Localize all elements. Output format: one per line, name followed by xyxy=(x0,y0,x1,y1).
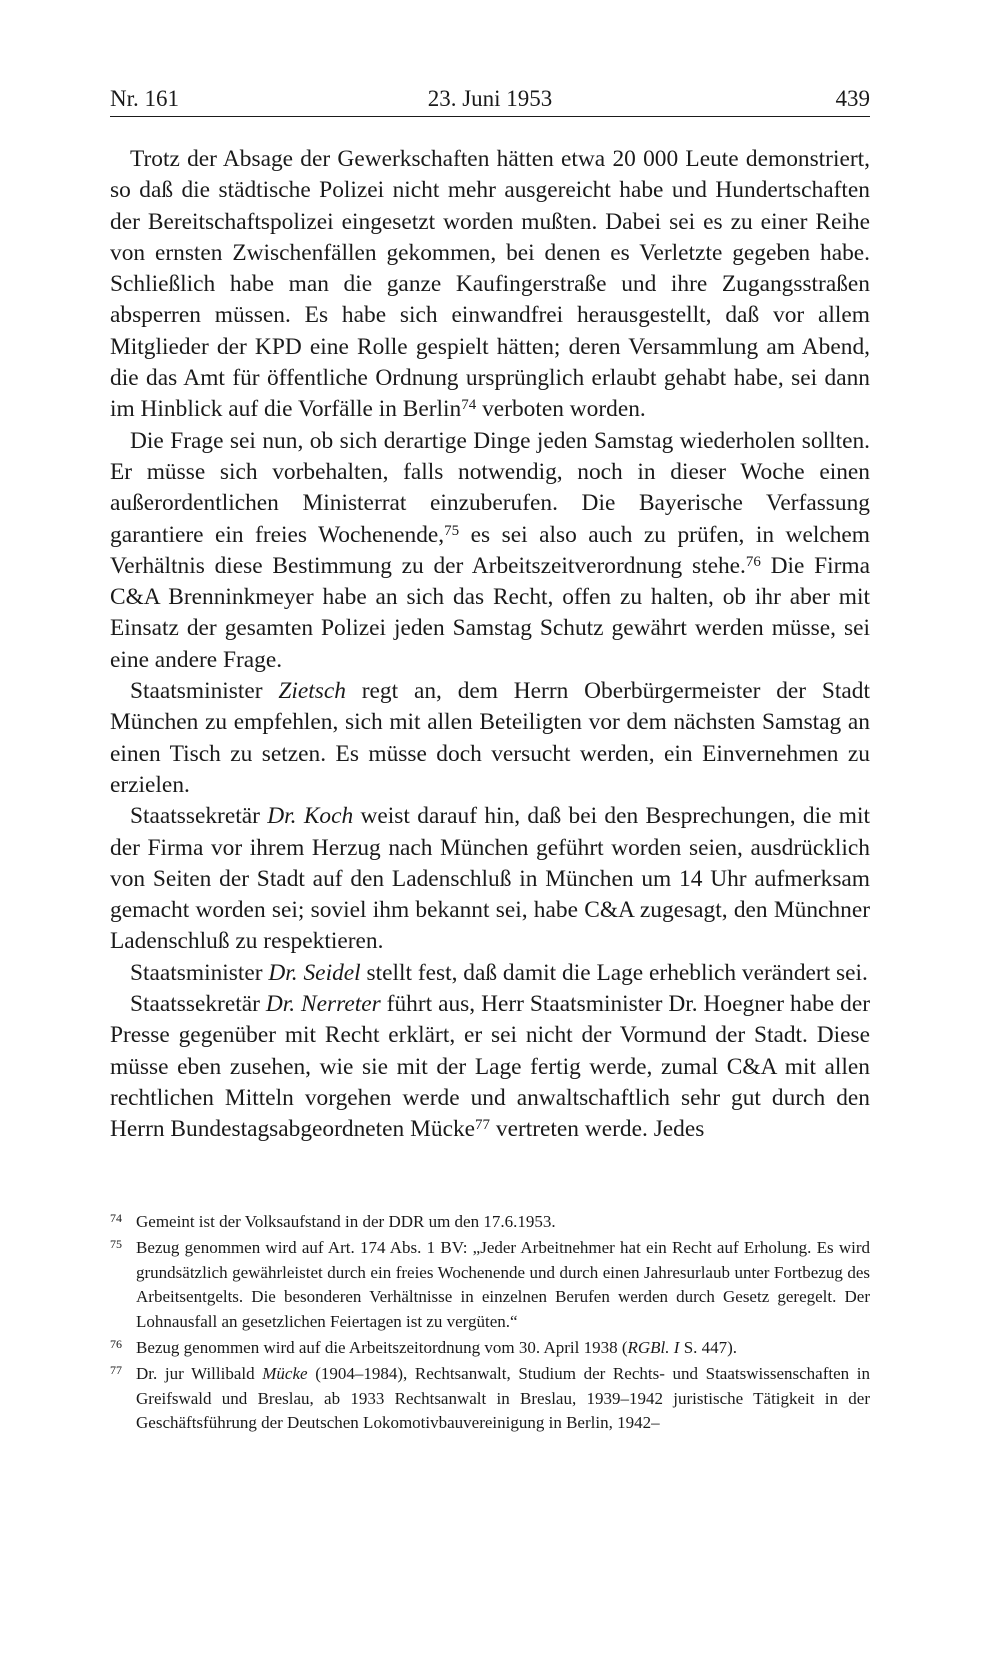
speaker-name: Dr. Koch xyxy=(267,803,354,830)
speaker-name: Dr. Seidel xyxy=(268,959,361,986)
paragraph xyxy=(110,958,870,989)
footnote xyxy=(110,1362,870,1435)
footnote-text: Gemeint ist der Volksaufstand in der DDR um den 17.6.1953. xyxy=(136,1212,556,1231)
document-number: Nr. 161 xyxy=(110,86,179,111)
main-text xyxy=(110,144,870,1146)
footnote-marker: 75 xyxy=(444,522,460,539)
running-header xyxy=(110,82,870,117)
footnote-marker: 77 xyxy=(475,1117,491,1134)
paragraph-text: Trotz der Absage der Gewerkschaften hätten etwa 20 000 Leute demonstriert, so daß die städtische Polizei nicht mehr ausgereicht habe und Hundertschaften der Bereitschaftspolizei eingesetzt worden mußten. Dabei sei es zu einer Reihe von ernsten Zwischenfällen gekommen, bei denen es Verletzte gegeben habe. Schließlich habe man die ganze Kaufingerstraße und ihre Zugangsstraßen absperren müssen. Es habe sich einwandfrei herausgestellt, daß vor allem Mitglieder der KPD eine Rolle gespielt hätten; deren Versammlung am Abend, die das Amt für öffentliche Ordnung ursprünglich erlaubt gehabt habe, sei dann im Hinblick auf die Vorfälle in Berlin xyxy=(110,146,870,423)
person-name: Mücke xyxy=(262,1364,308,1384)
paragraph-text: weist darauf hin, daß bei den Besprechungen, die mit der Firma vor ihrem Herzug nach München geführt worden seien, ausdrücklich von Seiten der Stadt auf den Ladenschluß in München um 14 Uhr aufmerksam gemacht worden sei; soviel ihm bekannt sei, habe C&A zugesagt, den Münchner Ladenschluß zu respektieren. xyxy=(110,803,870,955)
footnote-text: S. 447). xyxy=(679,1338,738,1358)
citation-title: RGBl. I xyxy=(627,1338,680,1358)
footnote-marker: 74 xyxy=(461,397,477,414)
footnote-text: Dr. jur Willibald xyxy=(136,1364,263,1384)
paragraph-text: stellt fest, daß damit die Lage erheblich verändert sei. xyxy=(360,959,868,986)
paragraph xyxy=(110,989,870,1145)
paragraph xyxy=(110,144,870,426)
header-date: 23. Juni 1953 xyxy=(427,86,553,111)
footnote-text: Bezug genommen wird auf Art. 174 Abs. 1 BV: „Jeder Arbeitnehmer hat ein Recht auf Erholung. Es wird grundsätzlich gewährleistet durch ein freies Wochenende und durch einen Jahresurlaub unter Fortbezug des Arbeitsentgelts. Die besonderen Verhältnisse in einzelnen Berufen werden durch Gesetz geregelt. Der Lohnausfall an gesetzlichen Feiertagen ist zu vergüten.“ xyxy=(136,1238,870,1331)
paragraph-text: verboten worden. xyxy=(476,396,646,423)
paragraph-text: vertreten werde. Jedes xyxy=(490,1116,705,1143)
paragraph-text: Die Firma C&A Brenninkmeyer habe an sich das Recht, offen zu halten, ob ihr aber mit Einsatz der gesamten Polizei jeden Samstag Schutz gewährt werden müsse, sei eine andere Frage. xyxy=(110,552,870,673)
paragraph-text: Staatsminister xyxy=(130,959,269,986)
footnote-number: 74 xyxy=(110,1211,122,1225)
paragraph xyxy=(110,426,870,676)
paragraph-text: regt an, dem Herrn Oberbürgermeister der Stadt München zu empfehlen, sich mit allen Beteiligten vor dem nächsten Samstag an einen Tisch zu setzen. Es müsse doch versucht werden, ein Einvernehmen zu erzielen. xyxy=(110,678,870,798)
speaker-name: Zietsch xyxy=(278,678,346,705)
footnote-number: 75 xyxy=(110,1237,122,1252)
footnote xyxy=(110,1236,870,1334)
page-number: 439 xyxy=(835,86,870,111)
footnote-marker: 76 xyxy=(745,553,761,570)
footnotes xyxy=(110,1210,870,1438)
footnote-number: 77 xyxy=(110,1363,122,1378)
paragraph-text: Staatssekretär xyxy=(130,803,268,830)
paragraph-text: führt aus, Herr Staatsminister Dr. Hoegner habe der Presse gegenüber mit Recht erklärt, er sei nicht der Vormund der Stadt. Diese müsse eben zusehen, wie sie mit der Lage fertig werde, zumal C&A mit allen rechtlichen Mitteln vorgehen werde und anwaltschaftlich sehr gut durch den Herrn Bundestagsabgeordneten Mücke xyxy=(110,991,870,1143)
speaker-name: Dr. Nerreter xyxy=(265,991,381,1018)
footnote xyxy=(110,1210,870,1234)
footnote-text: (1904–1984), Rechtsanwalt, Studium der Rechts- und Staatswissenschaften in Greifswald und Breslau, ab 1933 Rechtsanwalt in Breslau, 1939–1942 juristische Tätigkeit in der Geschäftsführung der Deutschen Lokomotivbauvereinigung in Berlin, 1942– xyxy=(136,1364,870,1433)
footnote xyxy=(110,1336,870,1360)
paragraph-text: es sei also auch zu prüfen, in welchem Verhältnis diese Bestimmung zu der Arbeitszeitverordnung stehe. xyxy=(110,521,870,579)
paragraph xyxy=(110,676,870,801)
paragraph-text: Staatssekretär xyxy=(130,991,266,1018)
paragraph xyxy=(110,801,870,957)
paragraph-text: Die Frage sei nun, ob sich derartige Dinge jeden Samstag wiederholen sollten. Er müsse sich vorbehalten, falls notwendig, noch in dieser Woche einen außerordentlichen Ministerrat einzuberufen. Die Bayerische Verfassung garantiere ein freies Wochenende, xyxy=(110,427,870,548)
footnote-text: Bezug genommen wird auf die Arbeitszeitordnung vom 30. April 1938 ( xyxy=(136,1338,628,1358)
footnote-number: 76 xyxy=(110,1337,122,1352)
paragraph-text: Staatsminister xyxy=(130,678,279,705)
